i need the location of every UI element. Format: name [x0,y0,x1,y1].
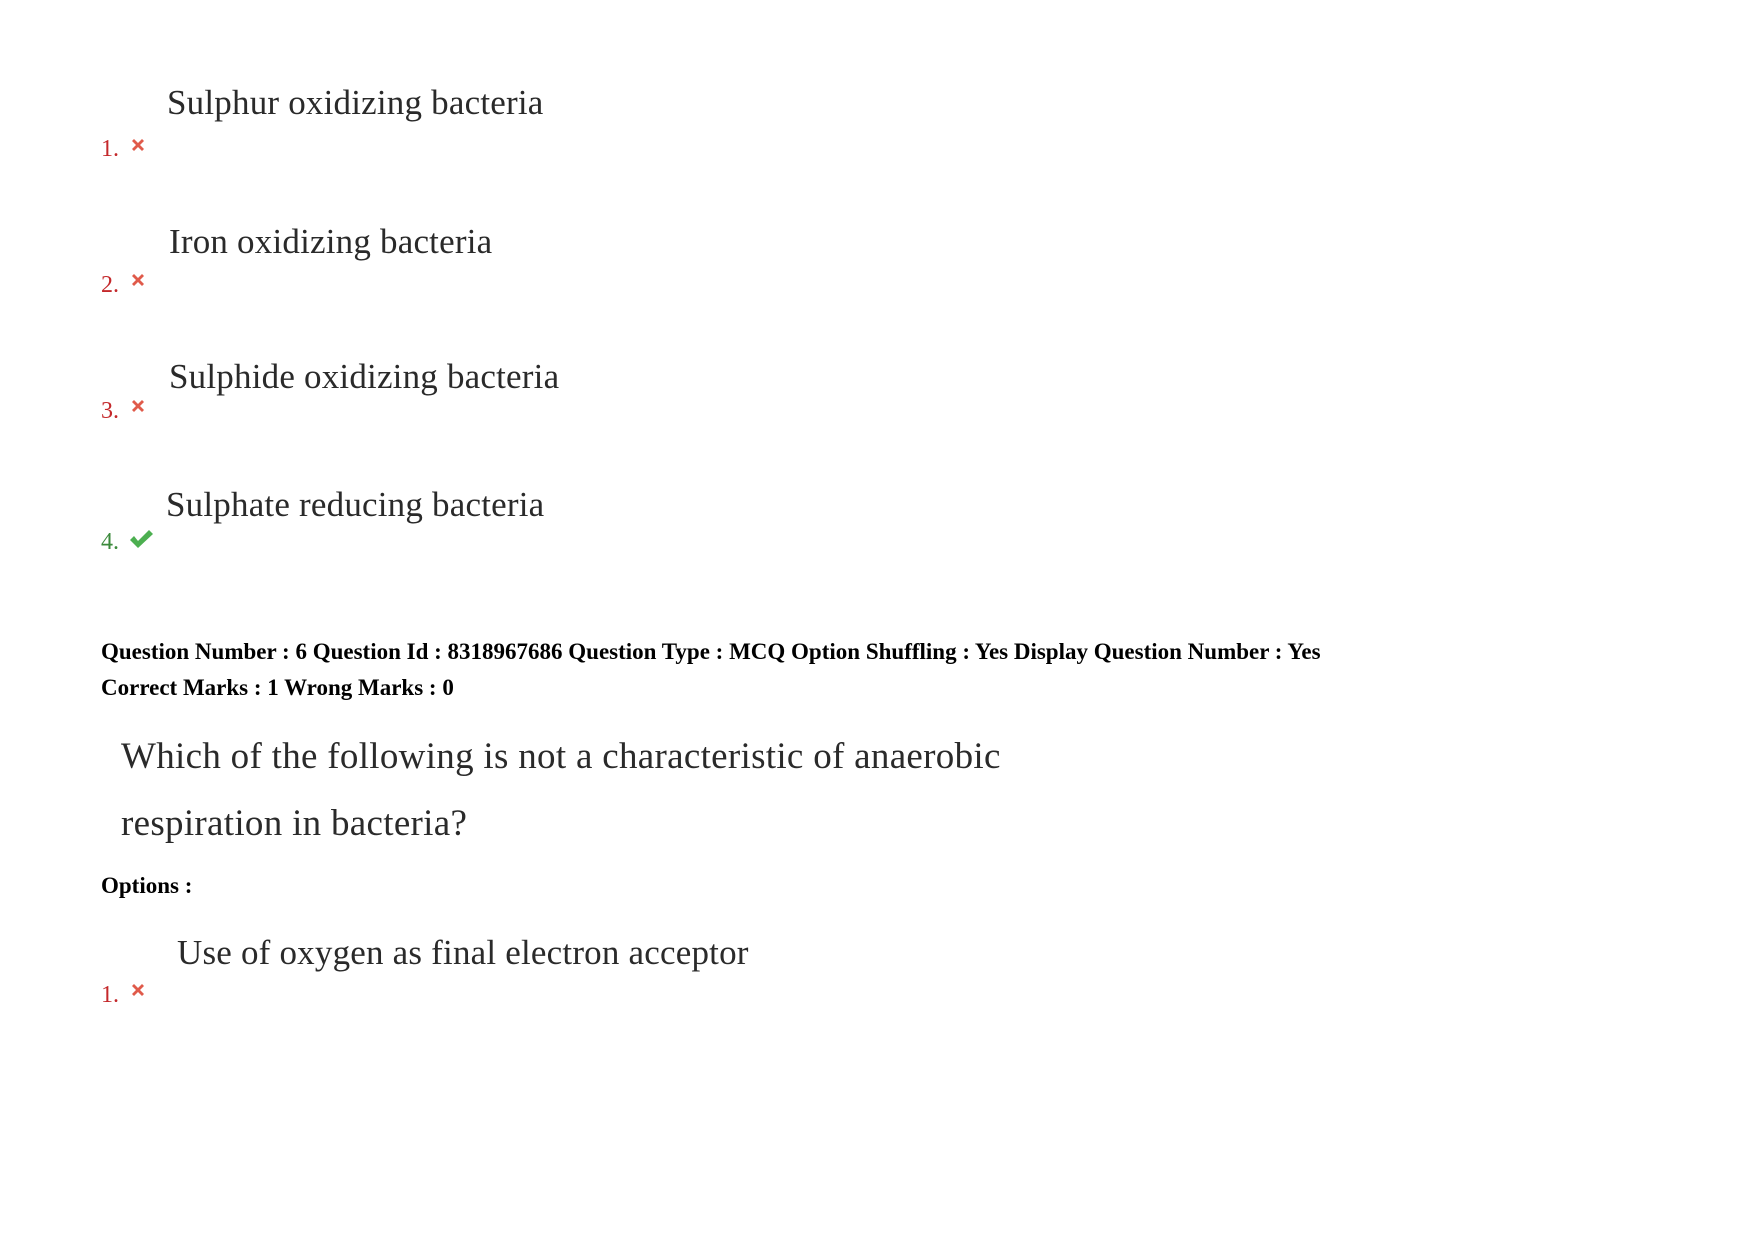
option-number: 1. [101,136,119,162]
option-number: 2. [101,272,119,298]
option-text: Sulphur oxidizing bacteria [167,83,544,122]
question-meta-line1: Question Number : 6 Question Id : 8318967686 Question Type : MCQ Option Shuffling : Yes Display Question Number : Yes [101,639,1321,664]
option-text: Iron oxidizing bacteria [169,222,493,261]
option-number: 4. [101,529,119,555]
cross-icon [128,270,148,290]
option-number: 3. [101,398,119,424]
option-text: Sulphate reducing bacteria [166,485,545,524]
option-number: 1. [101,982,119,1008]
check-icon [128,528,154,550]
question-meta-line2: Correct Marks : 1 Wrong Marks : 0 [101,675,454,700]
question-text-line2: respiration in bacteria? [121,803,468,844]
options-label: Options : [101,873,193,898]
cross-icon [128,396,148,416]
question-text-line1: Which of the following is not a characteristic of anaerobic [121,736,1001,777]
cross-icon [128,980,148,1000]
option-text: Use of oxygen as final electron acceptor [177,933,749,972]
option-text: Sulphide oxidizing bacteria [169,357,560,396]
cross-icon [128,135,148,155]
